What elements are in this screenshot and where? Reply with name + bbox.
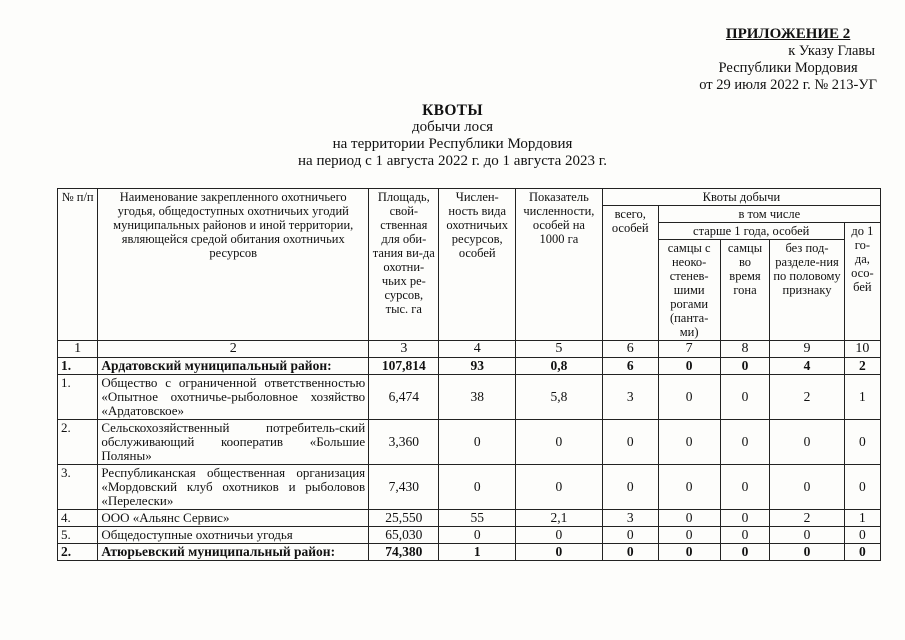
col-number: 4 <box>439 341 516 358</box>
cell-count: 38 <box>439 375 516 420</box>
cell-c8: 0 <box>720 544 770 561</box>
appendix-line-3: от 29 июля 2022 г. № 213-УГ <box>699 77 877 93</box>
cell-c7: 0 <box>658 420 720 465</box>
header-quotas: Квоты добычи <box>602 189 880 206</box>
header-count: Числен-ность вида охотничьих ресурсов, особей <box>439 189 516 341</box>
table-row <box>58 420 881 465</box>
col-number: 10 <box>844 341 880 358</box>
cell-area: 107,814 <box>369 358 439 375</box>
appendix-title: ПРИЛОЖЕНИЕ 2 <box>725 26 851 42</box>
header-name: Наименование закрепленного охотничьего угодья, общедоступных охотничьих угодий муниципальных районов и иной территории, являющейся средой обитания охотничьих ресурсов <box>98 189 369 341</box>
cell-area: 7,430 <box>369 465 439 510</box>
cell-total: 0 <box>602 527 658 544</box>
cell-total: 0 <box>602 465 658 510</box>
cell-c8: 0 <box>720 358 770 375</box>
row-number: 3. <box>58 465 98 510</box>
cell-c7: 0 <box>658 358 720 375</box>
cell-c10: 0 <box>844 527 880 544</box>
cell-c10: 0 <box>844 465 880 510</box>
row-name: Ардатовский муниципальный район: <box>98 358 369 375</box>
row-number: 1. <box>58 358 98 375</box>
cell-ind: 5,8 <box>515 375 602 420</box>
cell-area: 6,474 <box>369 375 439 420</box>
table-body <box>58 358 881 561</box>
cell-total: 6 <box>602 358 658 375</box>
cell-area: 65,030 <box>369 527 439 544</box>
row-name: Республиканская общественная организация «Мордовский клуб охотников и рыболовов «Перелески» <box>98 465 369 510</box>
title-line-3: на период с 1 августа 2022 г. до 1 августа 2023 г. <box>298 153 607 169</box>
header-total: всего, особей <box>602 206 658 341</box>
header-males: самцы с неоко-стенев-шими рогами (панта-ми) <box>658 240 720 341</box>
header-indicator: Показатель численности, особей на 1000 га <box>515 189 602 341</box>
col-number: 8 <box>720 341 770 358</box>
header-males-rut: самцы во время гона <box>720 240 770 341</box>
cell-c9: 0 <box>770 465 844 510</box>
row-number: 2. <box>58 544 98 561</box>
title-line-2: на территории Республики Мордовия <box>332 136 573 152</box>
header-row-1 <box>58 189 881 206</box>
header-num: № п/п <box>58 189 98 341</box>
cell-c9: 2 <box>770 375 844 420</box>
table-row <box>58 465 881 510</box>
cell-area: 3,360 <box>369 420 439 465</box>
header-older: старше 1 года, особей <box>658 223 844 240</box>
appendix-line-1: к Указу Главы <box>788 43 875 59</box>
quota-table <box>57 188 881 561</box>
cell-c9: 0 <box>770 420 844 465</box>
header-under1: до 1 го-да, осо-бей <box>844 223 880 341</box>
cell-count: 0 <box>439 527 516 544</box>
row-name: Атюрьевский муниципальный район: <box>98 544 369 561</box>
cell-c9: 0 <box>770 527 844 544</box>
cell-ind: 0 <box>515 544 602 561</box>
cell-total: 3 <box>602 375 658 420</box>
cell-c7: 0 <box>658 465 720 510</box>
title-line-1: добычи лося <box>411 119 494 135</box>
cell-c8: 0 <box>720 510 770 527</box>
column-number-row <box>58 341 881 358</box>
col-number: 9 <box>770 341 844 358</box>
table-row <box>58 510 881 527</box>
col-number: 5 <box>515 341 602 358</box>
cell-ind: 0,8 <box>515 358 602 375</box>
cell-c7: 0 <box>658 510 720 527</box>
table-row <box>58 375 881 420</box>
cell-count: 0 <box>439 465 516 510</box>
cell-ind: 0 <box>515 527 602 544</box>
cell-c7: 0 <box>658 375 720 420</box>
title-main: КВОТЫ <box>422 102 483 119</box>
header-including: в том числе <box>658 206 880 223</box>
cell-c8: 0 <box>720 375 770 420</box>
cell-c8: 0 <box>720 420 770 465</box>
cell-ind: 0 <box>515 465 602 510</box>
appendix-block <box>699 26 877 94</box>
cell-c7: 0 <box>658 544 720 561</box>
row-name: Общедоступные охотничьи угодья <box>98 527 369 544</box>
col-number: 7 <box>658 341 720 358</box>
cell-count: 1 <box>439 544 516 561</box>
cell-c8: 0 <box>720 465 770 510</box>
district-row <box>58 544 881 561</box>
header-nosex: без под-разделе-ния по половому признаку <box>770 240 844 341</box>
row-number: 1. <box>58 375 98 420</box>
cell-count: 93 <box>439 358 516 375</box>
cell-total: 3 <box>602 510 658 527</box>
document-title <box>0 102 905 170</box>
cell-ind: 0 <box>515 420 602 465</box>
cell-count: 55 <box>439 510 516 527</box>
appendix-line-2: Республики Мордовия <box>718 60 858 76</box>
cell-total: 0 <box>602 544 658 561</box>
cell-total: 0 <box>602 420 658 465</box>
col-number: 2 <box>98 341 369 358</box>
cell-c10: 2 <box>844 358 880 375</box>
cell-area: 25,550 <box>369 510 439 527</box>
row-name: Общество с ограниченной ответственностью «Опытное охотничье-рыболовное хозяйство «Ардатовское» <box>98 375 369 420</box>
row-number: 2. <box>58 420 98 465</box>
table-row <box>58 527 881 544</box>
col-number: 3 <box>369 341 439 358</box>
row-name: ООО «Альянс Сервис» <box>98 510 369 527</box>
cell-area: 74,380 <box>369 544 439 561</box>
header-area: Площадь, свой-ственная для оби-тания ви-да охотни-чьих ре-сурсов, тыс. га <box>369 189 439 341</box>
cell-c10: 0 <box>844 544 880 561</box>
col-number: 6 <box>602 341 658 358</box>
cell-count: 0 <box>439 420 516 465</box>
cell-c7: 0 <box>658 527 720 544</box>
row-name: Сельскохозяйственный потребитель-ский обслуживающий кооператив «Большие Поляны» <box>98 420 369 465</box>
cell-c9: 4 <box>770 358 844 375</box>
cell-c9: 0 <box>770 544 844 561</box>
cell-ind: 2,1 <box>515 510 602 527</box>
district-row <box>58 358 881 375</box>
cell-c9: 2 <box>770 510 844 527</box>
cell-c8: 0 <box>720 527 770 544</box>
cell-c10: 1 <box>844 510 880 527</box>
cell-c10: 1 <box>844 375 880 420</box>
row-number: 5. <box>58 527 98 544</box>
col-number: 1 <box>58 341 98 358</box>
row-number: 4. <box>58 510 98 527</box>
cell-c10: 0 <box>844 420 880 465</box>
